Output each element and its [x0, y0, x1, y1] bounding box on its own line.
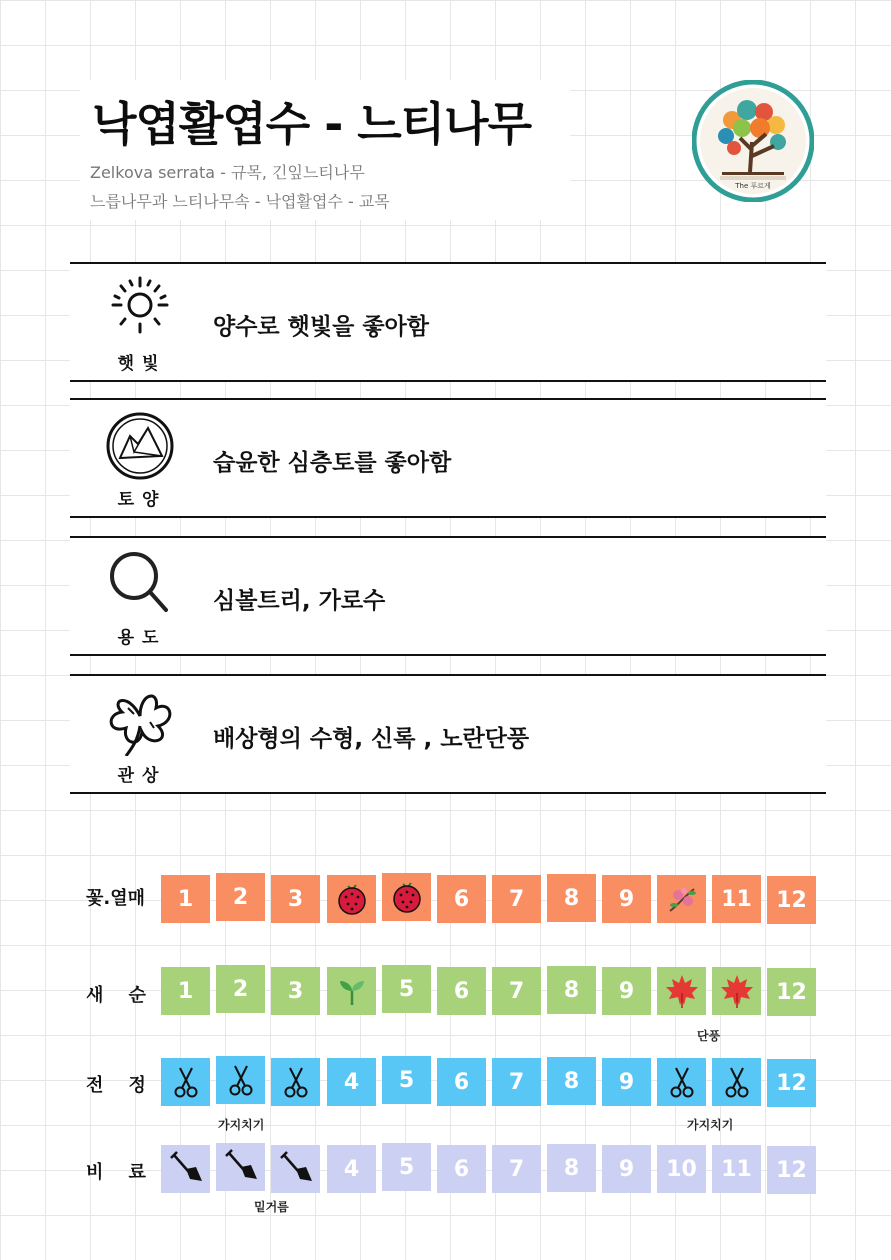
berry-icon — [389, 879, 425, 915]
scissors-icon — [278, 1064, 314, 1100]
flower-month-5 — [382, 873, 431, 921]
flower-month-11: 11 — [712, 875, 761, 923]
sprout-month-1: 1 — [161, 967, 210, 1015]
sunlight-row — [70, 262, 826, 382]
blossom-icon — [664, 881, 700, 917]
pruning-note-autumn: 가지치기 — [687, 1118, 734, 1132]
sprout-month-10 — [657, 967, 706, 1015]
flower-month-10 — [657, 875, 706, 923]
fertilizer-month-4: 4 — [327, 1145, 376, 1193]
pruning-month-5: 5 — [382, 1056, 431, 1104]
pruning-month-2 — [216, 1056, 265, 1104]
flower-month-8: 8 — [547, 874, 596, 922]
tree-logo — [692, 80, 814, 202]
scissors-icon — [223, 1062, 259, 1098]
soil-label: 토양 — [117, 490, 167, 510]
ornamental-row — [70, 674, 826, 794]
usage-row — [70, 536, 826, 656]
flower-month-7: 7 — [492, 875, 541, 923]
fertilizer-month-12: 12 — [767, 1146, 816, 1194]
usage-label: 용도 — [117, 628, 167, 648]
fertilizer-month-8: 8 — [547, 1144, 596, 1192]
search-icon — [100, 544, 180, 618]
maple-icon — [719, 973, 755, 1009]
maple-icon — [664, 973, 700, 1009]
flower-month-9: 9 — [602, 875, 651, 923]
shovel-icon — [278, 1151, 314, 1187]
fertilizer-month-9: 9 — [602, 1145, 651, 1193]
fertilizer-month-3 — [271, 1145, 320, 1193]
pruning-month-10 — [657, 1058, 706, 1106]
sprout-month-12: 12 — [767, 968, 816, 1016]
soil-text: 습윤한 심층토를 좋아함 — [213, 450, 452, 476]
autumn-foliage-note: 단풍 — [697, 1029, 721, 1043]
flower-month-2: 2 — [216, 873, 265, 921]
usage-text: 심볼트리, 가로수 — [213, 588, 386, 614]
classification: 느릅나무과 느티나무속 - 낙엽활엽수 - 교목 — [90, 192, 390, 211]
clover-icon — [100, 682, 180, 756]
pruning-month-11 — [712, 1058, 761, 1106]
sunlight-label: 햇빛 — [117, 354, 167, 374]
flower-month-4 — [327, 875, 376, 923]
sprout-month-7: 7 — [492, 967, 541, 1015]
sprout-month-11 — [712, 967, 761, 1015]
base-fertilizer-note: 밑거름 — [254, 1200, 289, 1214]
flower-month-1: 1 — [161, 875, 210, 923]
flower-month-3: 3 — [271, 875, 320, 923]
logo-text: The 푸르게 — [735, 182, 771, 190]
pruning-month-8: 8 — [547, 1057, 596, 1105]
sprout-label: 새 순 — [86, 985, 146, 1006]
pruning-note-spring: 가지치기 — [218, 1118, 265, 1132]
sprout-month-8: 8 — [547, 966, 596, 1014]
pruning-month-7: 7 — [492, 1058, 541, 1106]
ornamental-text: 배상형의 수형, 신록 , 노란단풍 — [213, 726, 530, 752]
flower-month-6: 6 — [437, 875, 486, 923]
pruning-month-9: 9 — [602, 1058, 651, 1106]
scientific-name: Zelkova serrata - 규목, 긴잎느티나무 — [90, 163, 365, 182]
fertilizer-month-1 — [161, 1145, 210, 1193]
scissors-icon — [719, 1064, 755, 1100]
sunlight-text: 양수로 햇빛을 좋아함 — [213, 314, 429, 340]
fertilizer-label: 비 료 — [86, 1162, 146, 1183]
pruning-month-4: 4 — [327, 1058, 376, 1106]
fertilizer-month-7: 7 — [492, 1145, 541, 1193]
shovel-icon — [223, 1149, 259, 1185]
soil-row — [70, 398, 826, 518]
sprout-month-2: 2 — [216, 965, 265, 1013]
ornamental-label: 관상 — [117, 766, 167, 786]
berry-icon — [334, 881, 370, 917]
sun-icon — [100, 270, 180, 344]
fertilizer-month-10: 10 — [657, 1145, 706, 1193]
pruning-month-1 — [161, 1058, 210, 1106]
sprout-month-4 — [327, 967, 376, 1015]
sprout-month-3: 3 — [271, 967, 320, 1015]
pruning-month-6: 6 — [437, 1058, 486, 1106]
fertilizer-month-6: 6 — [437, 1145, 486, 1193]
fertilizer-month-2 — [216, 1143, 265, 1191]
page-title: 낙엽활엽수 - 느티나무 — [92, 97, 532, 151]
soil-icon — [100, 406, 180, 480]
fertilizer-month-5: 5 — [382, 1143, 431, 1191]
sprout-month-6: 6 — [437, 967, 486, 1015]
shovel-icon — [168, 1151, 204, 1187]
sprout-month-9: 9 — [602, 967, 651, 1015]
scissors-icon — [168, 1064, 204, 1100]
fertilizer-month-11: 11 — [712, 1145, 761, 1193]
scissors-icon — [664, 1064, 700, 1100]
sprout-icon — [334, 973, 370, 1009]
flower-fruit-label: 꽃.열매 — [86, 888, 146, 909]
pruning-label: 전 정 — [86, 1075, 146, 1096]
sprout-month-5: 5 — [382, 965, 431, 1013]
flower-month-12: 12 — [767, 876, 816, 924]
pruning-month-3 — [271, 1058, 320, 1106]
pruning-month-12: 12 — [767, 1059, 816, 1107]
